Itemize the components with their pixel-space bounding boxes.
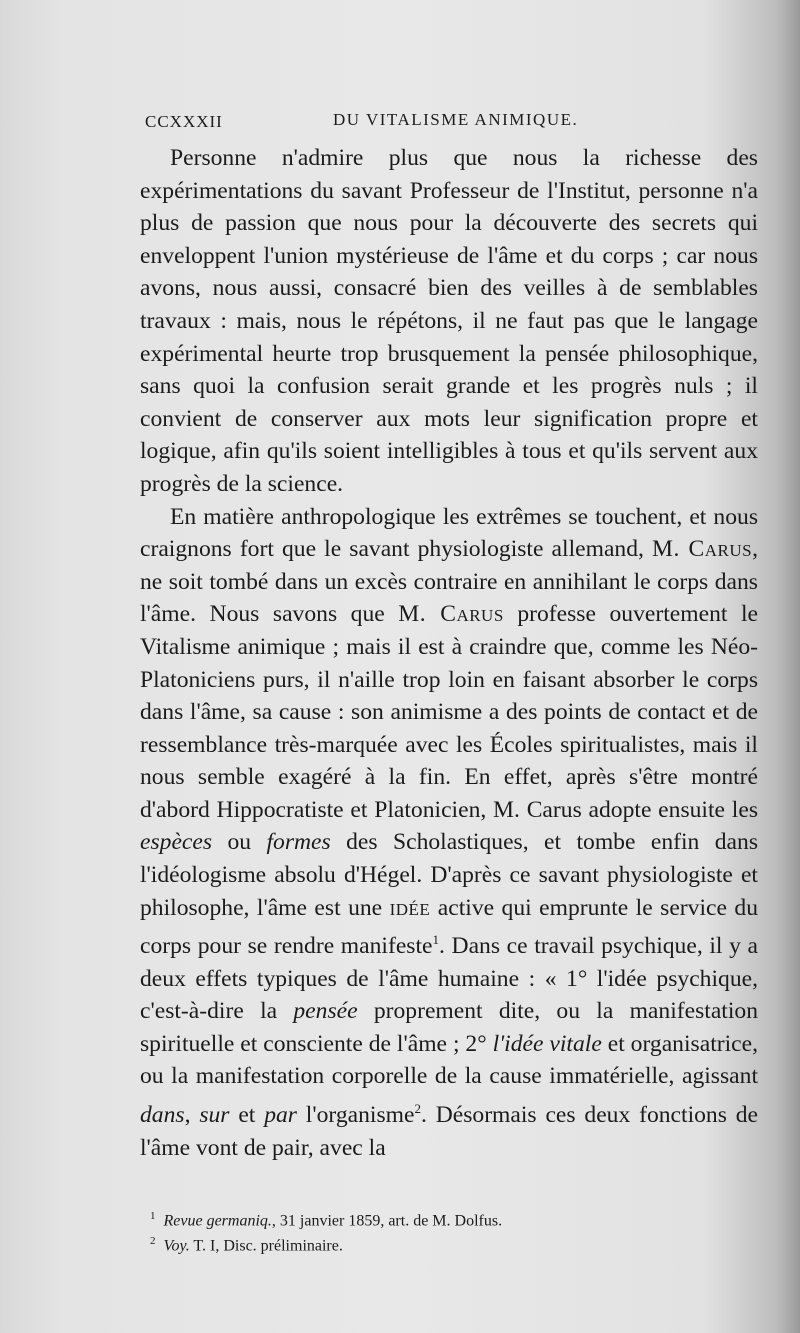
- emphasis-idee-vitale: l'idée vitale: [492, 1030, 602, 1057]
- footnote-number: 1: [150, 1210, 156, 1222]
- emphasis-idee: idée: [389, 894, 431, 921]
- text-run: , ne soit tombé dans un excès contraire en annihilant le corps dans l'âme. Nous savons que: [140, 536, 758, 628]
- running-title: DU VITALISME ANIMIQUE.: [333, 110, 579, 129]
- footnote-ref-1: 1: [432, 932, 440, 948]
- paragraph-1: Personne n'admire plus que nous la richesse des expérimentations du savant Professeur de l'Institut, personne n'a plus de passion que nous pour la découverte des secrets qui enveloppent l'union mystérieuse de l'âme et du corps ; car nous avons, nous aussi, consacré bien des veilles à de semblables travaux : mais, nous le répétons, il ne faut pas que le langage expérimental heurte trop brusquement la pensée philosophique, sans quoi la confusion serait grande et les progrès nuls ; il convient de conserver aux mots leur signification propre et logique, afin qu'ils soient intelligibles à tous et qu'ils servent aux progrès de la science.: [140, 145, 758, 497]
- author-name-carus: M. Carus: [652, 536, 753, 563]
- text-run: professe ouvertement le Vitalisme animique ; mais il est à craindre que, comme les Néo-Platoniciens purs, il n'aille trop loin en faisant absorber le corps dans l'âme, sa cause : son animisme a des points de contact et de ressemblance très-marquée avec les Écoles spiritualistes, mais il nous semble exagéré à la fin. En effet, après s'être montré d'abord Hippocratiste et Platonicien, M. Carus adopte ensuite les: [140, 601, 758, 823]
- text-run: En matière anthropologique les extrêmes se touchent, et nous craignons fort que le savant physiologiste allemand,: [140, 503, 758, 563]
- emphasis-sur: sur: [199, 1101, 230, 1128]
- text-run: . Désormais ces deux fonctions de l'âme vont de pair, avec la: [140, 1101, 759, 1161]
- paragraph-2: [140, 501, 758, 1165]
- footnote-source: Revue germaniq.: [163, 1212, 272, 1230]
- footnote-text: T. I, Disc. préliminaire.: [189, 1237, 343, 1255]
- footnote-ref-2: 2: [414, 1101, 421, 1117]
- footnote-source: Voy.: [163, 1237, 190, 1255]
- page-number: CCXXXII: [145, 112, 223, 131]
- footnotes: [150, 1206, 750, 1257]
- emphasis-dans: dans: [140, 1101, 185, 1128]
- emphasis-formes: formes: [266, 829, 331, 856]
- body-text: [140, 142, 758, 1164]
- footnote-2: [150, 1231, 750, 1256]
- text-run: ou: [212, 829, 267, 856]
- text-run: et: [229, 1101, 265, 1128]
- emphasis-pensee: pensée: [293, 998, 358, 1025]
- author-name-carus: M. Carus: [398, 601, 504, 628]
- text-run: . Dans ce travail psychique, il y a deux effets typiques de l'âme humaine : « 1° l'idée psychique, c'est-à-dire la: [140, 933, 758, 1025]
- text-run: ,: [184, 1101, 200, 1128]
- text-run: des Scholastiques, et tombe enfin dans l'idéologisme absolu d'Hégel. D'après ce savant physiologiste et philosophe, l'âme est une: [140, 829, 758, 921]
- page-header: [145, 108, 765, 138]
- text-run: l'organisme: [296, 1101, 415, 1128]
- emphasis-especes: espèces: [140, 829, 213, 856]
- emphasis-par: par: [264, 1101, 297, 1128]
- text-run: active qui emprunte le service du corps pour se rendre manifeste: [140, 894, 758, 960]
- text-run: et organisatrice, ou la manifestation corporelle de la cause immatérielle, agissant: [140, 1030, 758, 1090]
- footnote-text: , 31 janvier 1859, art. de M. Dolfus.: [271, 1212, 503, 1230]
- text-run: proprement dite, ou la manifestation spirituelle et consciente de l'âme ; 2°: [140, 998, 759, 1057]
- footnote-1: [150, 1206, 750, 1231]
- footnote-number: 2: [150, 1235, 156, 1248]
